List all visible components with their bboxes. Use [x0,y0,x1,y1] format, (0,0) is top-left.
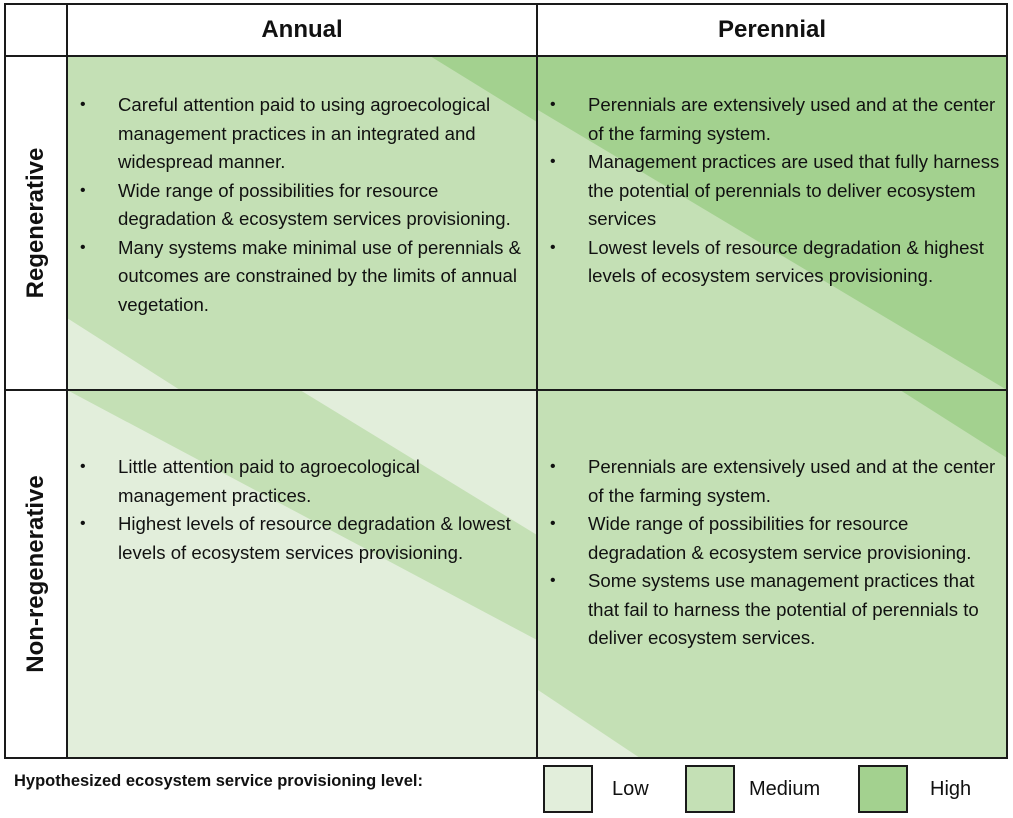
perennial-regenerative-bullets [542,91,1000,291]
list-item: • Little attention paid to agroecological management practices. [72,453,532,510]
quadrant-annual-non-regenerative-fill [67,390,537,758]
legend-label-high: High [930,778,972,800]
list-item: • Perennials are extensively used and at the center of the farming system. [542,91,1000,148]
annual-non-regenerative-bullets [72,453,532,567]
column-header-perennial [537,4,1007,56]
list-item: • Lowest levels of resource degradation & highest levels of ecosystem services provisioning. [542,234,1000,291]
list-item: • Perennials are extensively used and at the center of the farming system. [542,453,1000,510]
annual-regenerative-bullets [72,91,532,319]
row-label-regenerative: Regenerative [22,147,49,299]
legend-title: Hypothesized ecosystem service provisioning level: [14,772,423,790]
column-header-annual [67,4,537,56]
list-item: • Wide range of possibilities for resource degradation & ecosystem service provisioning. [542,510,1000,567]
list-item: • Management practices are used that fully harness the potential of perennials to deliver ecosystem services [542,148,1000,234]
row-label-non-regenerative: Non-regenerative [22,475,49,673]
legend-label-medium: Medium [749,778,821,800]
list-item: • Some systems use management practices that that fail to harness the potential of perennials to deliver ecosystem services. [542,567,1000,653]
legend-swatch-medium [685,765,735,813]
legend-swatch-low [543,765,593,813]
column-header-perennial-text: Perennial [717,16,827,43]
legend-label-low: Low [612,778,649,800]
column-header-annual-text: Annual [261,16,343,43]
perennial-non-regenerative-bullets [542,453,1000,653]
list-item: • Careful attention paid to using agroecological management practices in an integrated and widespread manner. [72,91,532,177]
list-item: • Highest levels of resource degradation & lowest levels of ecosystem services provisioning. [72,510,532,567]
list-item: • Wide range of possibilities for resource degradation & ecosystem services provisioning. [72,177,532,234]
legend-swatch-high [858,765,908,813]
list-item: • Many systems make minimal use of perennials & outcomes are constrained by the limits of annual vegetation. [72,234,532,320]
